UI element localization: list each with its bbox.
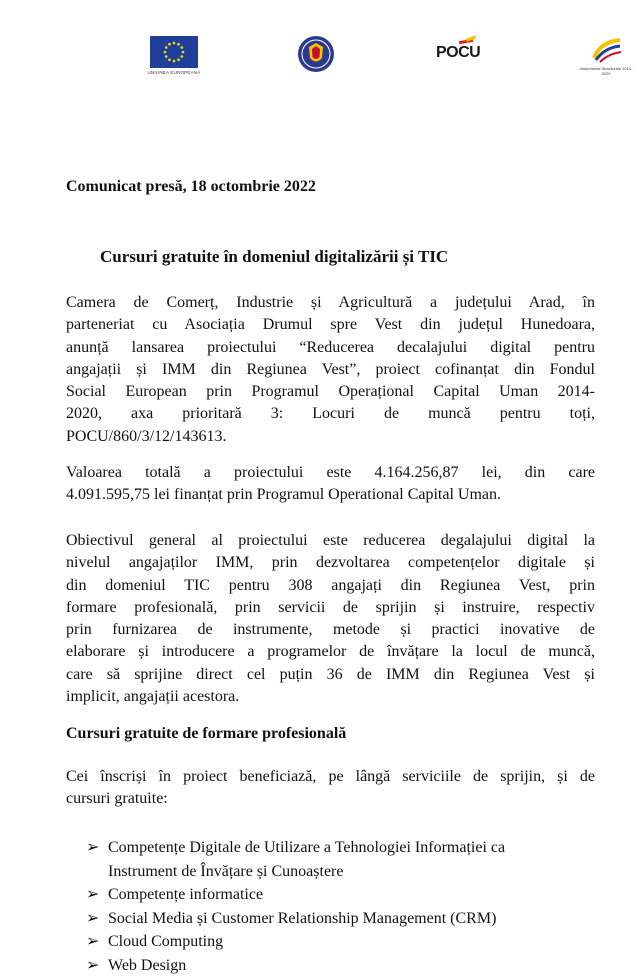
course-list-item (86, 836, 606, 883)
paragraph-line: angajații și IMM din Regiunea Vest”, proiect cofinanțat din Fondul (66, 359, 595, 381)
paragraph-line: implicit, angajații acestora. (66, 686, 595, 708)
logo-header (0, 0, 640, 100)
paragraph-line: formare profesională, prin servicii de sprijin și instruire, respectiv (66, 597, 595, 619)
paragraph-line: POCU/860/3/12/143613. (66, 426, 595, 448)
paragraph-line: anunță lansarea proiectului “Reducerea decalajului digital pentru (66, 337, 595, 359)
course-list-item (86, 954, 606, 977)
structural-instruments-logo (590, 36, 624, 64)
eu-caption: UNIUNEA EUROPEANĂ (144, 70, 204, 75)
course-name: Competențe Digitale de Utilizare a Tehnologiei Informației ca (108, 839, 505, 856)
course-name: Social Media și Customer Relationship Management (CRM) (108, 910, 496, 927)
course-list (86, 836, 606, 977)
paragraph-line: 2020, axa prioritară 3: Locuri de muncă pentru toți, (66, 403, 595, 425)
press-release-date: Comunicat presă, 18 octombrie 2022 (66, 177, 316, 197)
paragraph-line: din domeniul TIC pentru 308 angajați din Regiunea Vest, prin (66, 575, 595, 597)
arrow-bullet-icon: ➢ (86, 883, 106, 907)
document-title: Cursuri gratuite în domeniul digitalizării și TIC (100, 247, 448, 267)
paragraph-project-announcement (66, 292, 595, 448)
paragraph-line: 4.091.595,75 lei finanțat prin Programul Operational Capital Uman. (66, 484, 595, 506)
paragraph-line: nivelul angajaților IMM, prin dezvoltarea competențelor digitale și (66, 552, 595, 574)
course-name: Cloud Computing (108, 933, 223, 950)
arrow-bullet-icon: ➢ (86, 836, 106, 860)
arrow-bullet-icon: ➢ (86, 954, 106, 977)
paragraph-line: Camera de Comerț, Industrie și Agricultură a județului Arad, în (66, 292, 595, 314)
course-name-continued: Instrument de Învățare și Cunoaștere (108, 860, 606, 884)
paragraph-line: Valoarea totală a proiectului este 4.164.256,87 lei, din care (66, 462, 595, 484)
pocu-logo-text: POCU (436, 44, 480, 61)
paragraph-project-value (66, 462, 595, 507)
paragraph-line: Social European prin Programul Operațional Capital Uman 2014- (66, 381, 595, 403)
paragraph-line: elaborare și introducere a programelor de învățare la locul de muncă, (66, 641, 595, 663)
paragraph-line: Cei înscriși în proiect beneficiază, pe lângă serviciile de sprijin, și de (66, 766, 595, 788)
course-name: Web Design (108, 957, 186, 974)
course-list-item (86, 907, 606, 931)
paragraph-line: prin furnizarea de instrumente, metode și practici inovative de (66, 619, 595, 641)
course-list-item (86, 883, 606, 907)
arrow-bullet-icon: ➢ (86, 930, 106, 954)
arrow-bullet-icon: ➢ (86, 907, 106, 931)
paragraph-line: cursuri gratuite: (66, 788, 595, 810)
paragraph-general-objective (66, 530, 595, 708)
paragraph-courses-intro (66, 766, 595, 811)
pocu-logo (436, 44, 480, 62)
government-coat-of-arms-logo (296, 34, 336, 74)
paragraph-line: Obiectivul general al proiectului este reducerea degalajului digital la (66, 530, 595, 552)
course-name: Competențe informatice (108, 886, 263, 903)
structural-instruments-caption: Instrumente Structurale 2014-2020 (578, 66, 634, 76)
paragraph-line: care să sprijine direct cel puțin 36 de IMM din Regiunea Vest și (66, 664, 595, 686)
paragraph-line: parteneriat cu Asociația Drumul spre Vest din județul Hunedoara, (66, 314, 595, 336)
course-list-item (86, 930, 606, 954)
section-heading-courses: Cursuri gratuite de formare profesională (66, 724, 346, 744)
eu-flag-logo (150, 36, 198, 68)
